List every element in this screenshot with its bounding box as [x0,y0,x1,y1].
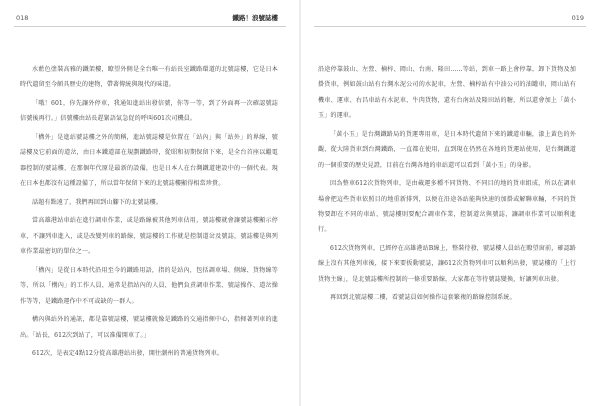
right-page-body [318,62,576,309]
paragraph: 「哦！601，你先讓外停車，我通知進站出發信號，你等一等，到了外面再一次確認號誌信號後再行。」信號樓由站長趕緊語氣急促的呼叫601次司機員。 [20,100,278,123]
left-page-body [20,62,278,365]
right-header-rule [314,26,586,27]
paragraph: 當高雄港站車站在進行調車作業，或是路線被其他列車佔用，號誌樓就會讓號誌樓顯示停車，不讓列車進入，或是改變列車的路線，號誌樓的工作就是控制道岔及號誌，號誌樓是與列車作業最密切的單位之一。 [20,217,278,256]
paragraph: 612次貨物列車，已經停在高雄港站B線上，整裝待發，號誌樓人員站在瞭望窗前，確認路線上沒有其他列車後，接下來要扳動號誌，讓612次貨物列車可以順利出發，號誌樓的「上行貨物主線」，是北號誌樓所控制的一條重要路線，大家都在等待號誌變換，好讓列車出發。 [318,245,576,283]
left-header-rule [14,26,286,27]
right-page-header [314,11,586,25]
right-page [300,0,600,406]
right-page-number: 019 [571,14,584,22]
paragraph: 「構外」是進站號誌樓之外的簡稱，進站號誌樓是位置在「站內」與「站外」的界線，號誌樓及它前面的道岔，由日本鐵道部在規劃鐵路時，從昭和初期保留下來，是全台首座以繼電器控制的號誌樓，在那個年代原是最新的設備，也是日本人在台灣鐵道建設中的一個代表。現在日本也都沒有這種設備了，所以當年保留下來的北號誌樓顯得相當珍貴。 [20,134,278,188]
left-page-number: 018 [16,14,29,22]
running-title: 鐵路！浪號誌樓 [232,14,278,22]
paragraph: 話題有點遠了，我們再回到山腳下的北號誌樓。 [32,198,163,206]
paragraph: 沿途停靠鼓山、左營、楠梓、岡山、台南、隆田……等站，到車一路上會停靠，卸下貨物及加掛貨車，例如鼓山站有台灣水泥公司的水泥車，左營、楠梓站有中油公司的油罐車，岡山站有機車、運車、右昌車站有水泥車、牛肉貨物，還有台南站及隆田站的糖，所以還會加上「黃小玉」的運車。 [318,66,576,120]
paragraph: 再回到北號誌樓二樓，看號誌員如何操作這套繁複的路線控制系統。 [330,294,516,302]
paragraph: 612次，是表定4點12分從高雄港站出發，開往潮州的普通貨物列車。 [32,350,224,358]
paragraph: 構內與站外的通訊，都是靠號誌樓，號誌樓就像是鐵路的交通指揮中心，指揮著列車的進出。「站長，612次到站了，可以准備開車了。」 [20,316,278,339]
left-page-header [14,11,286,25]
paragraph: 「黃小玉」是台灣鐵路局的貨運專用車，是日本時代遺留下來的鐵道車輛，漆上黃色的外觀，從大陸貨車到台灣鐵路，一直都在使用，直到現在仍然在各地的貨運站使用，是台灣鐵道的一個重要的歷史見證，目前在台灣各地的車站還可以看到「黃小玉」的身影。 [318,130,576,169]
paragraph: 因為整車612次貨物列車，是由載運多種不同貨物、不同目的地的貨車組成，所以在調車場會把這些貨車依照目的地重新排列，以便在沿途各站能夠快速的加掛或解聯車輛，不同的貨物要卸在不同的車站，號誌樓則要配合調車作業，控制道岔與號誌，讓調車作業可以順利進行。 [318,180,576,234]
paragraph: 「構內」是從日本時代沿用至今的鐵路用語，指的是站內，包括調車場、側線、貨物線等等，所以「構內」的工作人員，通常是指站內的人員，他們負責調車作業、號誌操作、道岔操作等等，是鐵路運作中不可或缺的一群人。 [20,266,278,305]
paragraph: 水藍色塗裝高雅的鐵架樓，瞭望外側是全台唯一有站長室鐵路環道的北號誌樓，它是日本時代遺留至今頗具歷史的建物，帶著傳統與現代的味道。 [20,66,278,89]
